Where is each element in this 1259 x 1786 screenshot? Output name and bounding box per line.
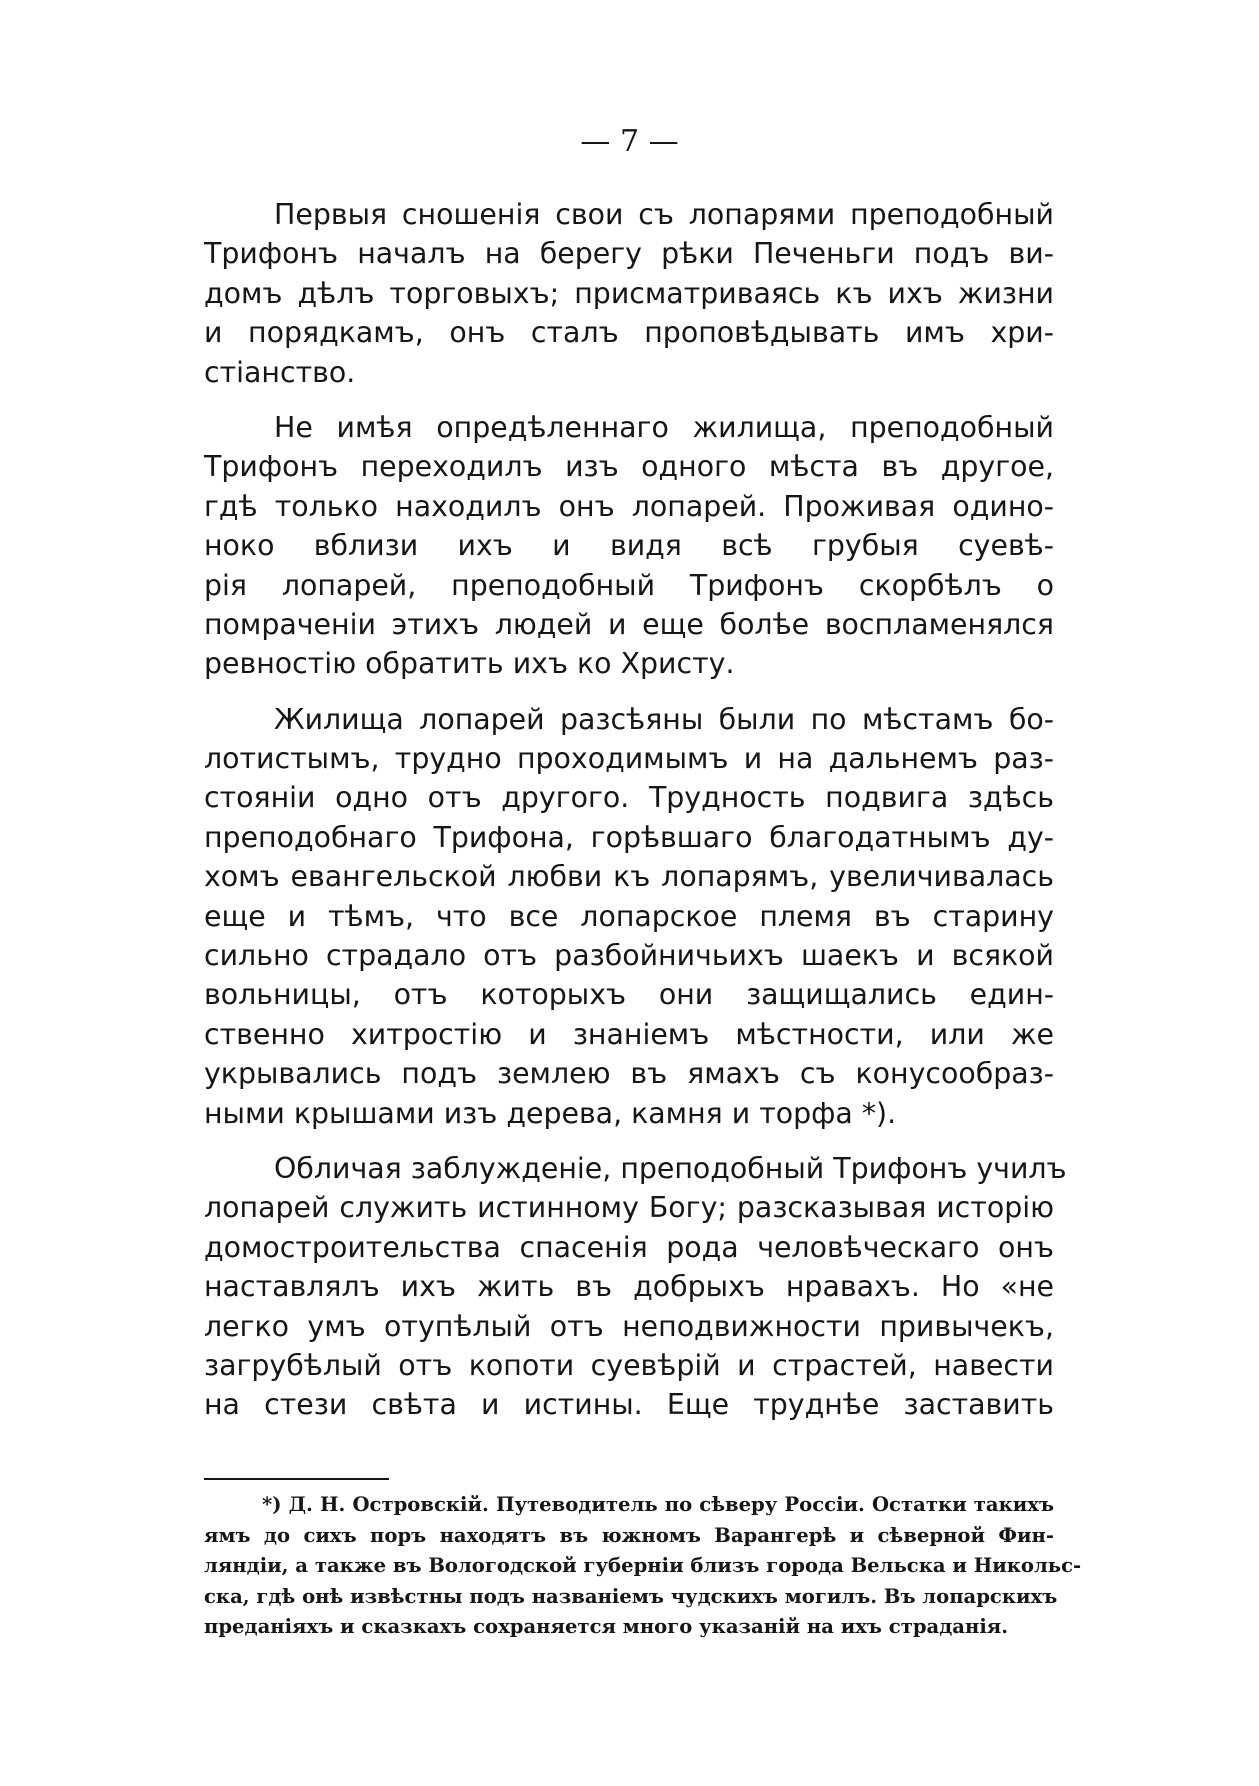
text-line: еще и тѣмъ, что все лопарское племя въ старину bbox=[204, 899, 1054, 933]
text-line: домостроительства спасенія рода человѣческаго онъ bbox=[204, 1230, 1054, 1264]
footnote-line: *) Д. Н. Островскій. Путеводитель по сѣверу Россіи. Остатки такихъ bbox=[262, 1493, 1054, 1516]
text-line: ственно хитростію и знаніемъ мѣстности, или же bbox=[204, 1017, 1054, 1051]
page-number: — 7 — bbox=[580, 124, 679, 159]
text-line: помраченіи этихъ людей и еще болѣе воспламенялся bbox=[204, 607, 1054, 641]
text-line: стояніи одно отъ другого. Трудность подвига здѣсь bbox=[204, 781, 1054, 815]
footnote bbox=[204, 1490, 1082, 1643]
text-line: и порядкамъ, онъ сталъ проповѣдывать имъ хри- bbox=[204, 316, 1054, 350]
text-line: на стези свѣта и истины. Еще труднѣе заставить bbox=[204, 1388, 1054, 1422]
paragraph bbox=[204, 1149, 1067, 1425]
text-line: лопарей служить истинному Богу; разсказывая исторію bbox=[204, 1191, 1054, 1225]
text-line: Трифонъ переходилъ изъ одного мѣста въ другое, bbox=[204, 450, 1054, 484]
footnote-line: ска, гдѣ онѣ извѣстны подъ названіемъ чудскихъ могилъ. Въ лопарскихъ bbox=[204, 1584, 1058, 1608]
text-line: лотистымъ, трудно проходимымъ и на дальнемъ раз- bbox=[204, 742, 1054, 776]
text-line: домъ дѣлъ торговыхъ; присматриваясь къ ихъ жизни bbox=[204, 276, 1054, 310]
text-line: ревностію обратить ихъ ко Христу. bbox=[204, 647, 735, 681]
text-line: рія лопарей, преподобный Трифонъ скорбѣлъ о bbox=[204, 568, 1054, 602]
paragraph bbox=[204, 408, 1054, 684]
text-line: Трифонъ началъ на берегу рѣки Печеньги подъ ви- bbox=[204, 237, 1054, 271]
paragraph bbox=[204, 195, 1054, 392]
text-line: гдѣ только находилъ онъ лопарей. Проживая одино- bbox=[204, 489, 1054, 523]
text-line: Первыя сношенія свои съ лопарями преподобный bbox=[274, 198, 1054, 231]
text-line: Обличая заблужденіе, преподобный Трифонъ училъ bbox=[274, 1151, 1067, 1185]
footnote-divider bbox=[204, 1478, 389, 1480]
text-line: вольницы, отъ которыхъ они защищались един- bbox=[204, 978, 1054, 1012]
text-line: наставлялъ ихъ жить въ добрыхъ нравахъ. Но «не bbox=[204, 1270, 1054, 1304]
footnote-line: ляндіи, а также въ Вологодской губерніи близъ города Вельска и Никольс- bbox=[204, 1554, 1082, 1578]
text-line: преподобнаго Трифона, горѣвшаго благодатнымъ ду- bbox=[204, 820, 1054, 854]
text-line: хомъ евангельской любви къ лопарямъ, увеличивалась bbox=[204, 860, 1054, 894]
text-line: Жилища лопарей разсѣяны были по мѣстамъ бо- bbox=[274, 702, 1054, 736]
text-line: загрубѣлый отъ копоти суевѣрій и страстей, навести bbox=[204, 1348, 1054, 1382]
text-line: легко умъ отупѣлый отъ неподвижности привычекъ, bbox=[204, 1309, 1054, 1343]
paragraph bbox=[204, 700, 1054, 1133]
footnote-line: ямъ до сихъ поръ находятъ въ южномъ Варангерѣ и сѣверной Фин- bbox=[204, 1523, 1054, 1547]
text-line: сильно страдало отъ разбойничьихъ шаекъ и всякой bbox=[204, 939, 1054, 973]
text-line: стіанство. bbox=[204, 355, 356, 389]
text-line: укрывались подъ землею въ ямахъ съ конусообраз- bbox=[204, 1057, 1054, 1091]
main-text bbox=[204, 195, 1067, 1441]
footnote-line: преданіяхъ и сказкахъ сохраняется много указаній на ихъ страданія. bbox=[204, 1615, 1009, 1639]
text-line: ноко вблизи ихъ и видя всѣ грубыя суевѣ- bbox=[204, 529, 1054, 563]
text-line: ными крышами изъ дерева, камня и торфа *). bbox=[204, 1096, 897, 1130]
text-line: Не имѣя опредѣленнаго жилища, преподобный bbox=[274, 410, 1054, 444]
